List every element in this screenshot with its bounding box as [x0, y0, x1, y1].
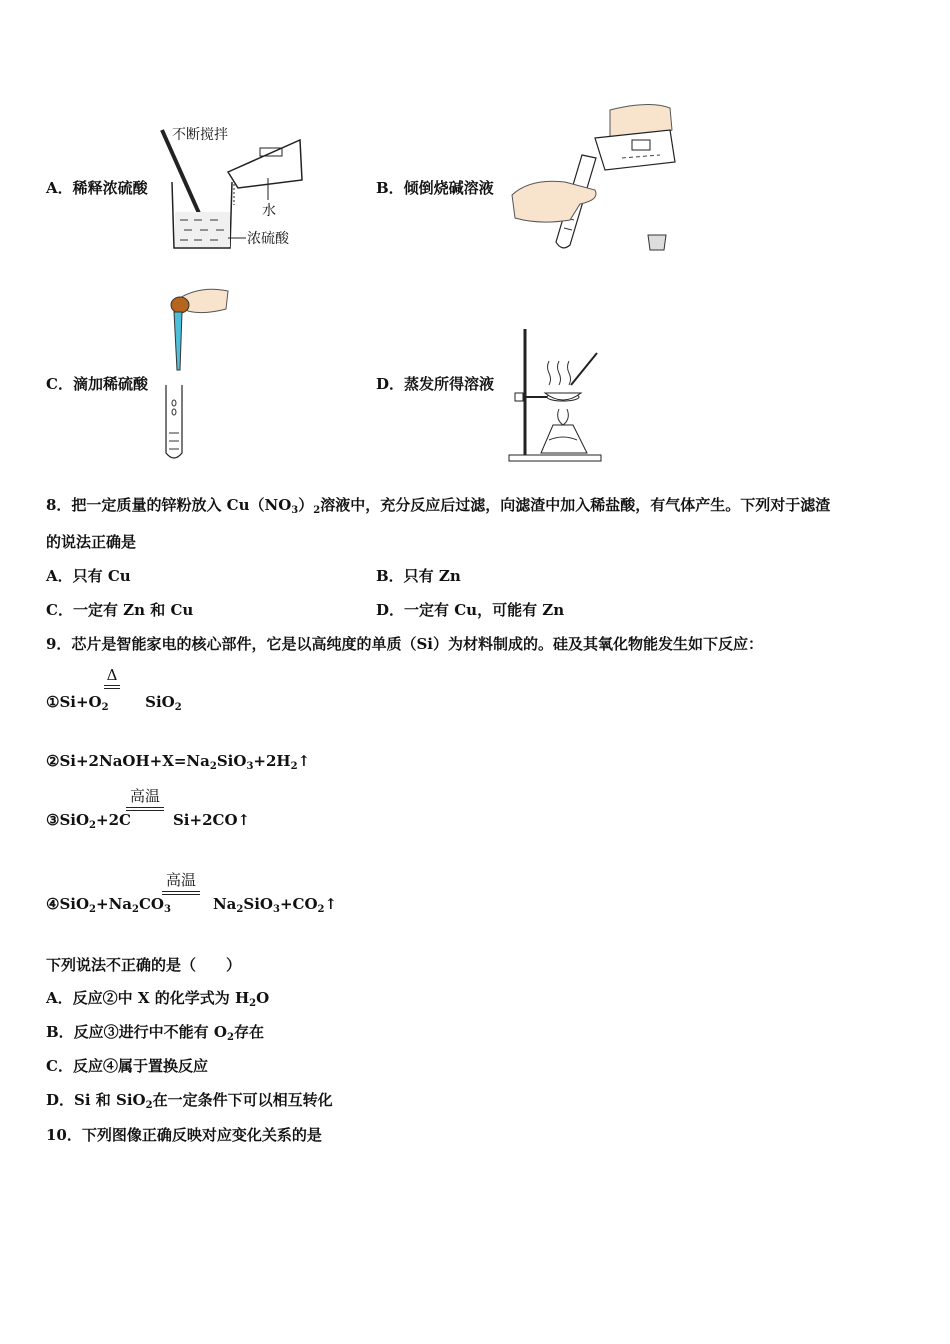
test-tube	[166, 385, 182, 458]
bottle-label	[632, 140, 650, 150]
option-a-label: A．稀释浓硫酸	[46, 179, 148, 197]
q8-option-c: C．一定有 Zn 和 Cu	[46, 601, 194, 619]
lower-hand	[512, 181, 596, 222]
acid-label: 浓硫酸	[247, 231, 289, 247]
reaction-4-condition: 高温	[162, 869, 200, 895]
iron-stand-base	[509, 455, 601, 461]
reaction-4: $④SiO_2+Na_2CO_3$ $Na_2SiO_3+CO_2↑$	[46, 895, 338, 915]
alcohol-lamp	[541, 425, 587, 453]
q9-option-d: D．Si 和 SiO$_2$在一定条件下可以相互转化	[46, 1091, 333, 1111]
q9-question: 下列说法不正确的是（ ）	[46, 956, 242, 974]
reaction-1: $①Si+O_2$ SiO$_2$	[46, 693, 182, 713]
option-d-label: D．蒸发所得溶液	[376, 375, 495, 393]
dropper-tube	[174, 312, 182, 370]
reaction-3-condition: 高温	[126, 785, 164, 811]
q8-option-d: D．一定有 Cu，可能有 Zn	[376, 601, 565, 619]
dropper-bulb	[171, 297, 189, 313]
q8-option-a: A．只有 Cu	[46, 567, 131, 585]
q9-option-c: C．反应④属于置换反应	[46, 1057, 208, 1075]
q8-stem-line2: 的说法正确是	[46, 533, 137, 551]
glass-rod	[571, 353, 597, 385]
q10-stem: 10．下列图像正确反映对应变化关系的是	[46, 1126, 322, 1144]
stir-label: 不断搅拌	[172, 127, 228, 143]
dropper-figure	[160, 285, 240, 465]
flame	[558, 409, 569, 425]
reaction-1-condition: Δ	[104, 666, 120, 689]
water-label: 水	[262, 203, 276, 219]
q8-stem-line1: 8．把一定质量的锌粉放入 $Cu(NO_3)_2$溶液中，充分反应后过滤，向滤渣中加入稀盐酸，有气体产生。下列对于滤渣	[46, 496, 831, 516]
pouring-figure	[510, 100, 680, 255]
option-c-label: C．滴加稀硫酸	[46, 375, 148, 393]
water-bottle	[228, 140, 302, 188]
reaction-2: $②Si+2NaOH+X=Na_2SiO_3+2H_2↑$	[46, 752, 311, 772]
option-b-label: B．倾倒烧碱溶液	[376, 179, 494, 197]
q9-stem: 9．芯片是智能家电的核心部件，它是以高纯度的单质（Si）为材料制成的。硅及其氧化物能发生如下反应：	[46, 635, 763, 653]
stopper	[648, 235, 666, 250]
q8-option-b: B．只有 Zn	[376, 567, 461, 585]
q9-option-b: B．反应③进行中不能有 $O_2$存在	[46, 1023, 264, 1043]
evaporation-figure	[505, 325, 605, 465]
reaction-3: ③SiO$_2$+2C Si+2CO↑	[46, 811, 251, 831]
q9-option-a: A．反应②中 X 的化学式为 $H_2O$	[46, 989, 270, 1009]
